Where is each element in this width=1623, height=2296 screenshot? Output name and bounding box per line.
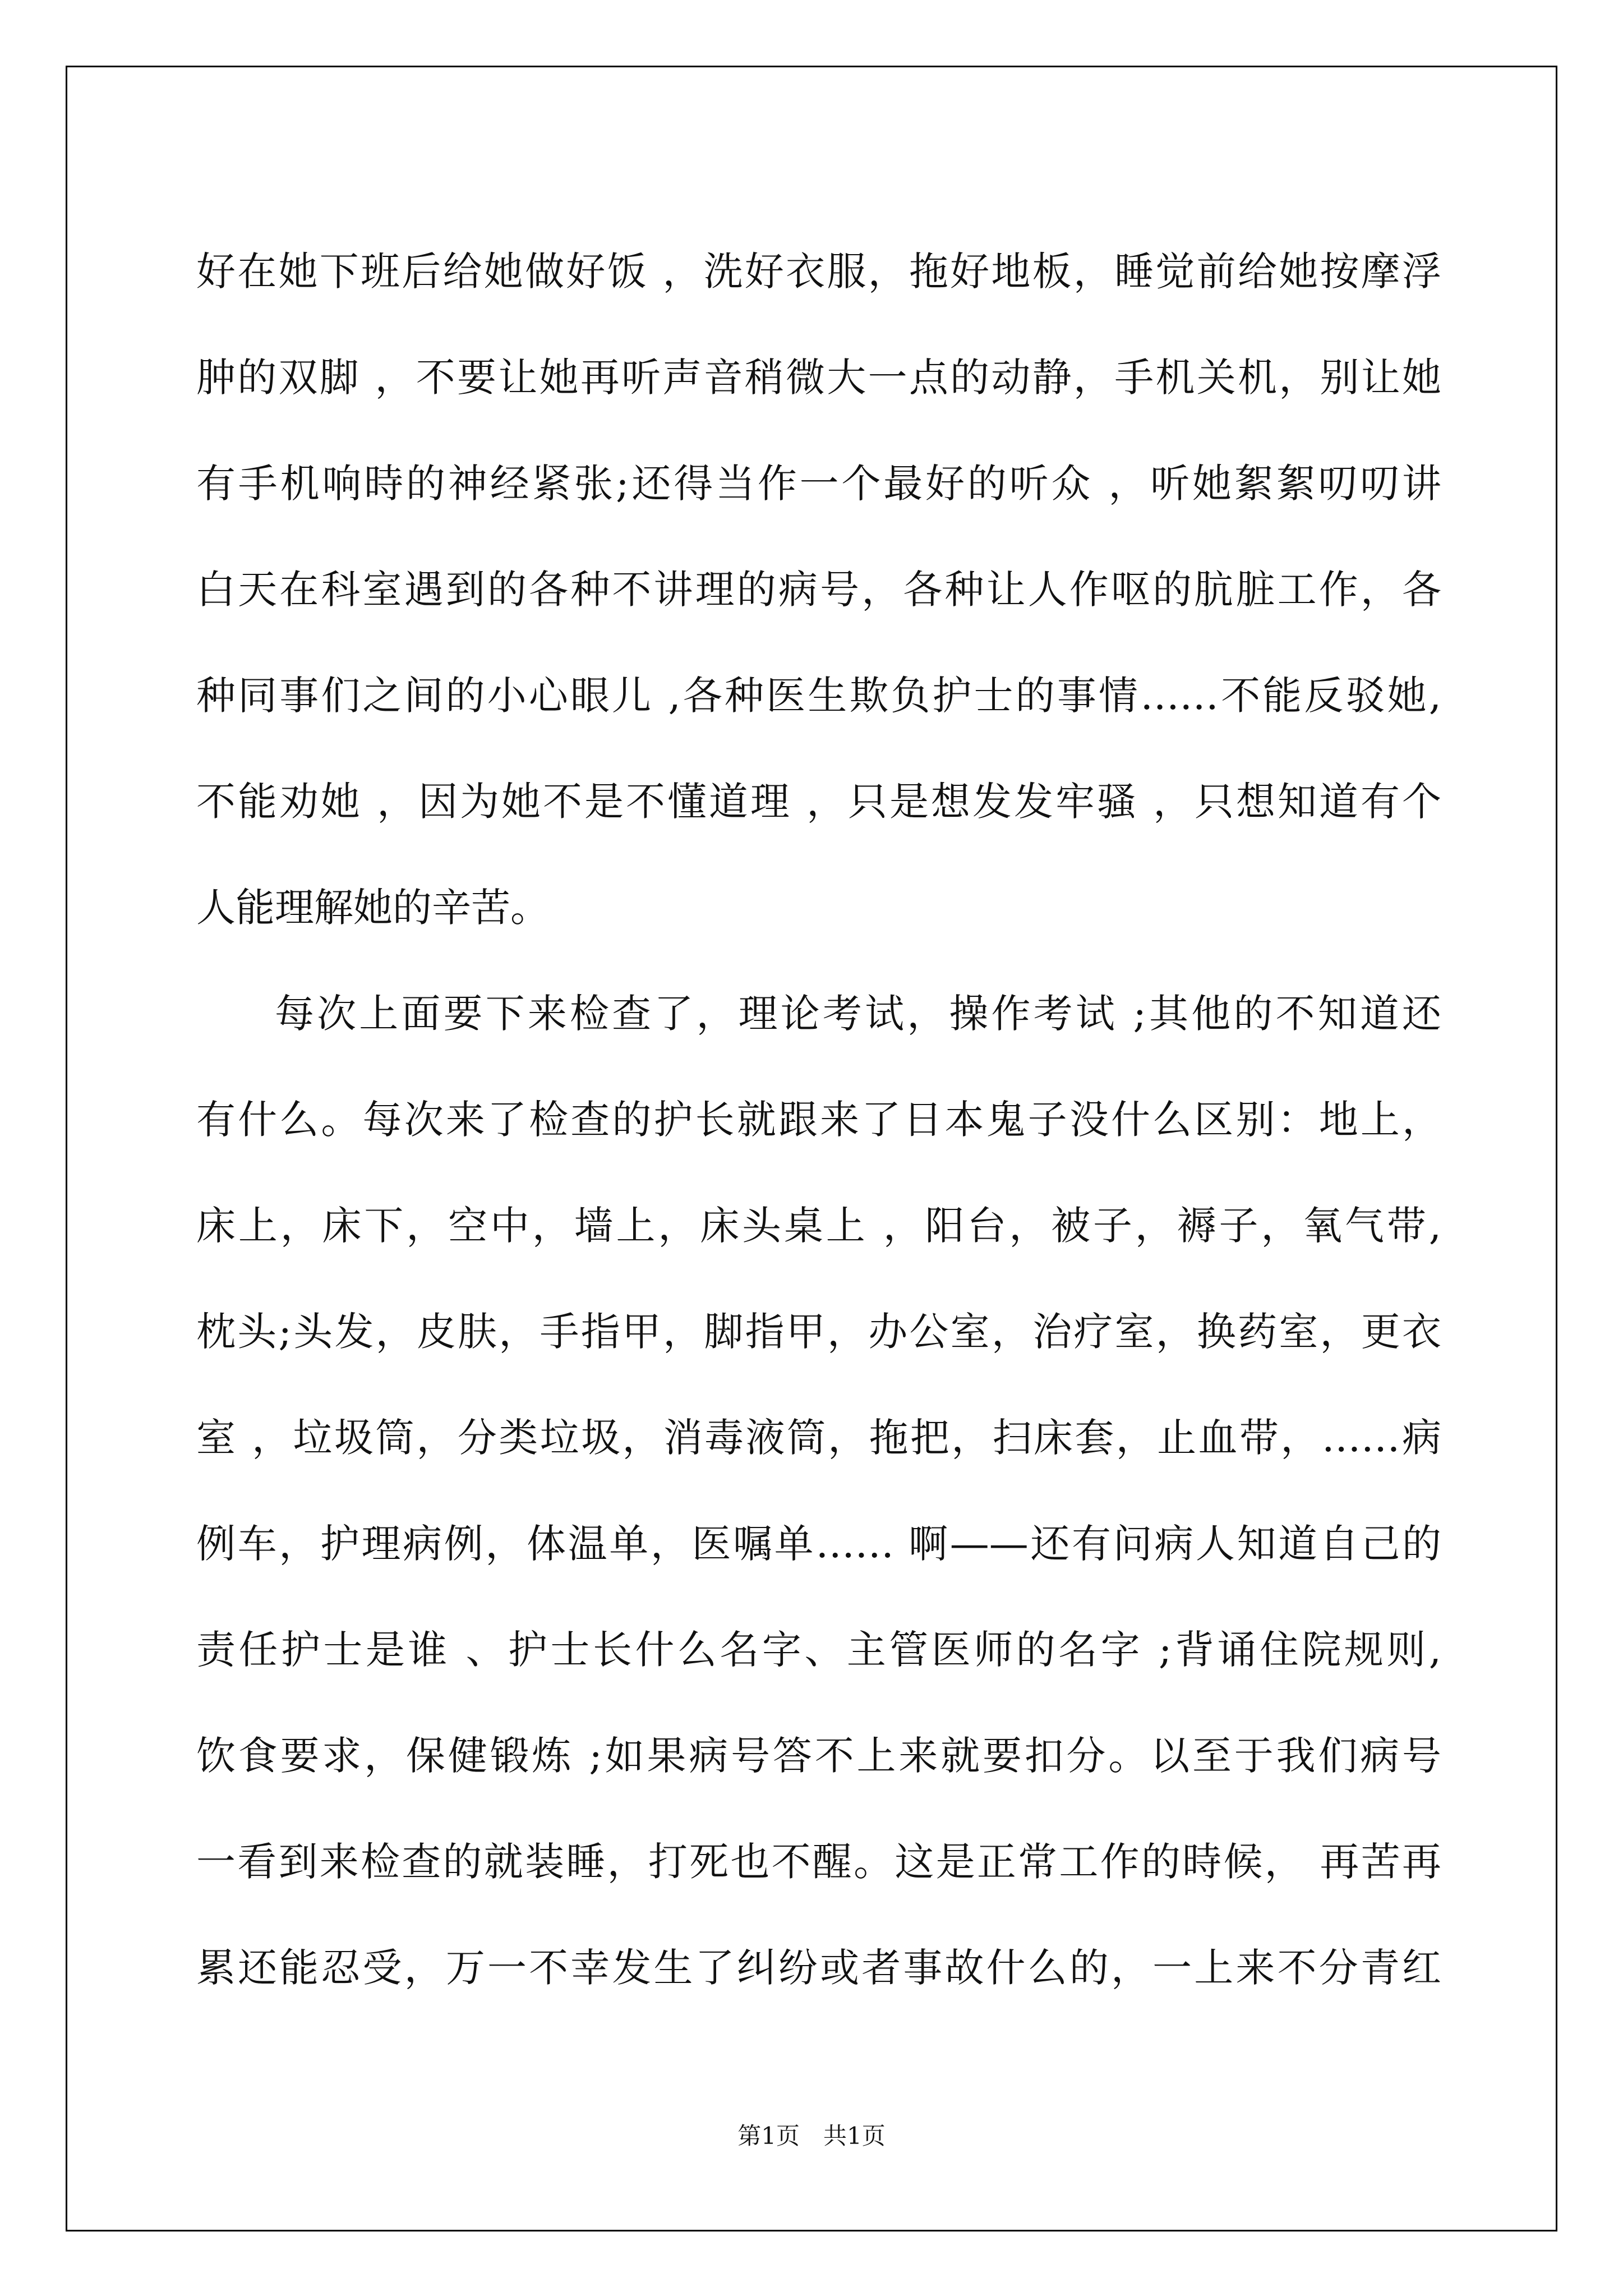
text-line: 白天在科室遇到的各种不讲理的病号，各种让人作呕的肮脏工作，各	[196, 567, 1441, 613]
page-footer	[0, 2118, 1623, 2151]
text-line: 肿的双脚 ，不要让她再听声音稍微大一点的动静，手机关机，别让她	[196, 355, 1441, 401]
text-line: 累还能忍受，万一不幸发生了纠纷或者事故什么的，一上来不分青红	[196, 1945, 1441, 1991]
text-line: 不能劝她 ，因为她不是不懂道理 ，只是想发发牢骚 ，只想知道有个	[196, 779, 1441, 825]
text-line: 床上，床下，空中，墙上，床头桌上 ，阳台，被子，褥子，氧气带,	[196, 1203, 1441, 1249]
text-line: 枕头;头发，皮肤，手指甲，脚指甲，办公室，治疗室，换药室，更衣	[196, 1309, 1441, 1355]
page-number: 第1页 共1页	[737, 2122, 886, 2150]
document-body	[196, 219, 1441, 2021]
text-line: 好在她下班后给她做好饭 ，洗好衣服，拖好地板，睡觉前给她按摩浮	[196, 249, 1441, 295]
text-line: 每次上面要下来检查了，理论考试，操作考试 ;其他的不知道还	[275, 991, 1441, 1037]
text-line: 饮食要求，保健锻炼 ;如果病号答不上来就要扣分。以至于我们病号	[196, 1733, 1441, 1779]
text-line: 一看到来检查的就装睡，打死也不醒。这是正常工作的時候， 再苦再	[196, 1839, 1441, 1885]
text-line: 有手机响時的神经紧张;还得当作一个最好的听众 ，听她絮絮叨叨讲	[196, 461, 1441, 507]
text-line: 人能理解她的辛苦。	[196, 885, 550, 931]
text-line: 有什么。每次来了检查的护长就跟来了日本鬼子没什么区别：地上，	[196, 1097, 1441, 1143]
text-line: 室 ，垃圾筒，分类垃圾，消毒液筒，拖把，扫床套，止血带，……病	[196, 1415, 1441, 1461]
text-line: 例车，护理病例，体温单，医嘱单…… 啊——还有问病人知道自己的	[196, 1521, 1441, 1567]
text-line: 种同事们之间的小心眼儿 ,各种医生欺负护士的事情……不能反驳她,	[196, 673, 1441, 719]
text-line: 责任护士是谁 、护士长什么名字、主管医师的名字 ;背诵住院规则,	[196, 1627, 1441, 1673]
